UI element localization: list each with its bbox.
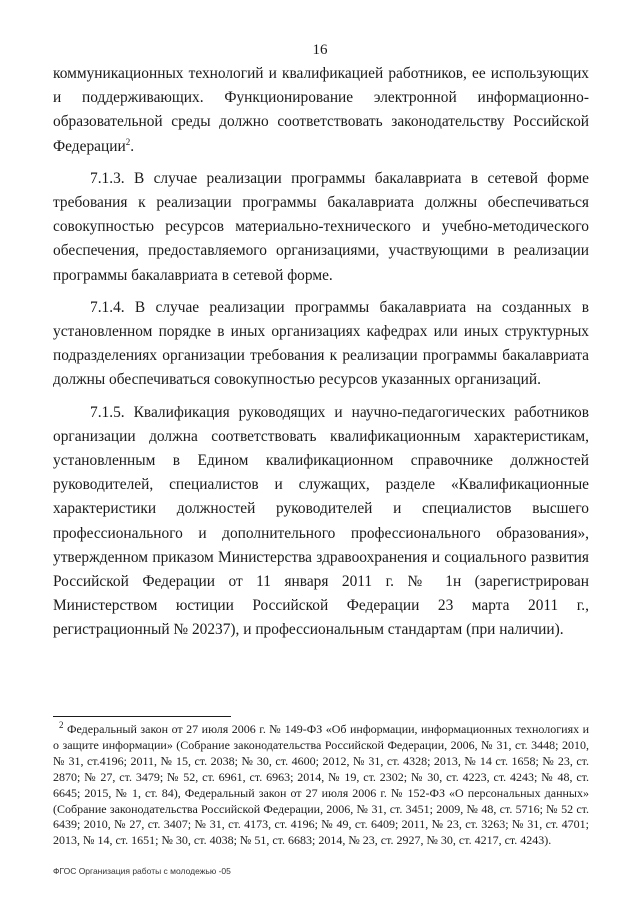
footnote-reference[interactable]: 2 bbox=[125, 136, 131, 147]
footer-label: ФГОС Организация работы с молодежью -05 bbox=[53, 866, 231, 876]
footnote-text: Федеральный закон от 27 июля 2006 г. № 149-ФЗ «Об информации, информационных технологиях и о защите информации» (Собрание законодательства Российской Федерации, 2006, № 31, ст. 3448; 2010, № 31, ст.4196; 2011, № 15, ст. 2038; № 30, ст. 4600; 2012, № 31, ст. 4328; 2013, № 14 ст. 1658; № 23, ст. 2870; № 27, ст. 3479; № 52, ст. 6961, ст. 6963; 2014, № 19, ст. 2302; № 30, ст. 4223, ст. 4243; № 48, ст. 6645; 2015, № 1, ст. 84), Федеральный закон от 27 июля 2006 г. № 152-ФЗ «О персональных данных» (Собрание законодательства Российской Федерации, 2006, № 31, ст. 3451; 2009, № 48, ст. 5716; № 52 ст. 6439; 2010, № 27, ст. 3407; № 31, ст. 4173, ст. 4196; № 49, ст. 6409; 2011, № 23, ст. 3263; № 31, ст. 4701; 2013, № 14, ст. 1651; № 30, ст. 4038; № 51, ст. 6683; 2014, № 23, ст. 2927, № 30, ст. 4217, ст. 4243). bbox=[53, 722, 590, 848]
paragraph-7-1-5: 7.1.5. Квалификация руководящих и научно-педагогических работников организации должна соответствовать квалификационным характеристикам, установленным в Едином квалификационном справочнике должностей руководителей, специалистов и служащих, разделе «Квалификационные характеристики должностей руководителей и специалистов высшего профессионального и дополнительного профессионального образования», утвержденном приказом Министерства здравоохранения и социального развития Российской Федерации от 11 января 2011 г. № 1н (зарегистрирован Министерством юстиции Российской Федерации 23 марта 2011 г., регистрационный № 20237), и профессиональным стандартам (при наличии). bbox=[53, 403, 589, 639]
paragraph-7-1-4: 7.1.4. В случае реализации программы бакалавриата на созданных в установленном порядке в иных организациях кафедрах или иных структурных подразделениях организации требования к реализации программы бакалавриата должны обеспечиваться совокупностью ресурсов указанных организаций. bbox=[53, 298, 589, 389]
footnote bbox=[53, 722, 589, 849]
footnote-divider bbox=[53, 716, 231, 717]
paragraph-continuation: коммуникационных технологий и квалификацией работников, ее использующих и поддерживающих. Функционирование электронной информационно-образовательной среды должно соответствовать законодательству Российской Федерации$^2$. bbox=[53, 65, 589, 155]
paragraph-7-1-3: 7.1.3. В случае реализации программы бакалавриата в сетевой форме требования к реализации программы бакалавриата должны обеспечиваться совокупностью ресурсов материально-технического и учебно-методического обеспечения, предоставляемого организациями, участвующими в реализации программы бакалавриата в сетевой форме. bbox=[53, 169, 589, 284]
footnote-marker: 2 bbox=[59, 720, 64, 730]
paragraph-text: коммуникационных технологий и квалификацией работников, ее использующих и поддерживающих. Функционирование электронной информационно-образовательной среды должно соответствовать законодательству Российской Федерации bbox=[53, 65, 589, 155]
page-number: 16 bbox=[312, 42, 328, 58]
body-text bbox=[53, 62, 589, 651]
